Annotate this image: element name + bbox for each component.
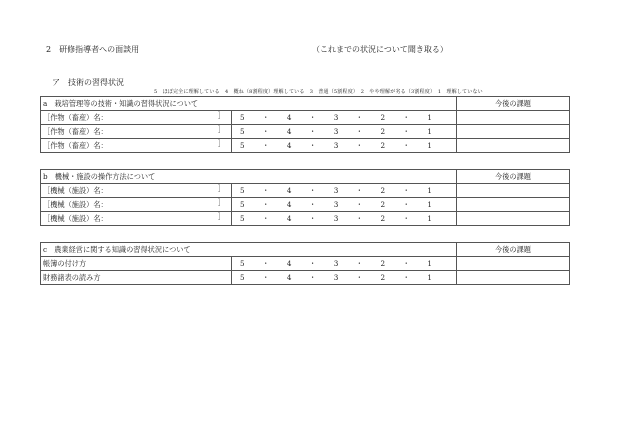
table-b-future-header: 今後の課題: [457, 170, 570, 184]
table-row: [41, 139, 570, 153]
future-issue-cell[interactable]: [457, 198, 570, 212]
table-row: [41, 212, 570, 226]
table-row: [41, 257, 570, 271]
future-issue-cell[interactable]: [457, 212, 570, 226]
future-issue-cell[interactable]: [457, 271, 570, 285]
future-issue-cell[interactable]: [457, 184, 570, 198]
table-row: [41, 111, 570, 125]
table-row: [41, 125, 570, 139]
rating-scale[interactable]: 5 ・ 4 ・ 3 ・ 2 ・ 1: [240, 272, 432, 282]
row-label: ［機械（施設）名：: [43, 185, 108, 195]
row-bracket: ］: [217, 184, 225, 193]
row-label: ［作物（畜産）名：: [43, 126, 108, 136]
table-row: [41, 271, 570, 285]
table-c-title: c 農業経営に関する知識の習得状況について: [41, 243, 457, 257]
row-label: ［機械（施設）名：: [43, 213, 108, 223]
table-row: [41, 184, 570, 198]
row-bracket: ］: [217, 198, 225, 207]
rating-scale[interactable]: 5 ・ 4 ・ 3 ・ 2 ・ 1: [240, 199, 432, 209]
row-label: ［機械（施設）名：: [43, 199, 108, 209]
table-b-title: b 機械・施設の操作方法について: [41, 170, 457, 184]
rating-scale[interactable]: 5 ・ 4 ・ 3 ・ 2 ・ 1: [240, 140, 432, 150]
table-a-title: a 栽培管理等の技術・知識の習得状況について: [41, 97, 457, 111]
row-label: 帳簿の付け方: [43, 258, 87, 268]
section-heading: 2 研修指導者への面談用: [46, 45, 140, 54]
row-label: ［作物（畜産）名：: [43, 112, 108, 122]
future-issue-cell[interactable]: [457, 139, 570, 153]
row-bracket: ］: [217, 212, 225, 221]
subsection-heading: ア 技術の習得状況: [52, 78, 124, 87]
table-b: [40, 169, 570, 226]
row-bracket: ］: [217, 125, 225, 134]
row-bracket: ］: [217, 111, 225, 120]
table-c: [40, 242, 570, 285]
table-a-future-header: 今後の課題: [457, 97, 570, 111]
rating-scale[interactable]: 5 ・ 4 ・ 3 ・ 2 ・ 1: [240, 258, 432, 268]
row-label: ［作物（畜産）名：: [43, 140, 108, 150]
table-row: [41, 198, 570, 212]
scale-legend: 5 ほぼ完全に理解している 4 概ね（8割程度）理解している 3 普通（5割程度） 2 やや理解が劣る（3割程度） 1 理解していない: [154, 89, 483, 95]
rating-scale[interactable]: 5 ・ 4 ・ 3 ・ 2 ・ 1: [240, 185, 432, 195]
future-issue-cell[interactable]: [457, 125, 570, 139]
future-issue-cell[interactable]: [457, 257, 570, 271]
row-label: 財務諸表の読み方: [43, 272, 101, 282]
table-c-future-header: 今後の課題: [457, 243, 570, 257]
row-bracket: ］: [217, 139, 225, 148]
future-issue-cell[interactable]: [457, 111, 570, 125]
rating-scale[interactable]: 5 ・ 4 ・ 3 ・ 2 ・ 1: [240, 126, 432, 136]
section-subtitle: （これまでの状況について聞き取る）: [312, 45, 448, 54]
rating-scale[interactable]: 5 ・ 4 ・ 3 ・ 2 ・ 1: [240, 213, 432, 223]
rating-scale[interactable]: 5 ・ 4 ・ 3 ・ 2 ・ 1: [240, 112, 432, 122]
table-a: [40, 96, 570, 153]
